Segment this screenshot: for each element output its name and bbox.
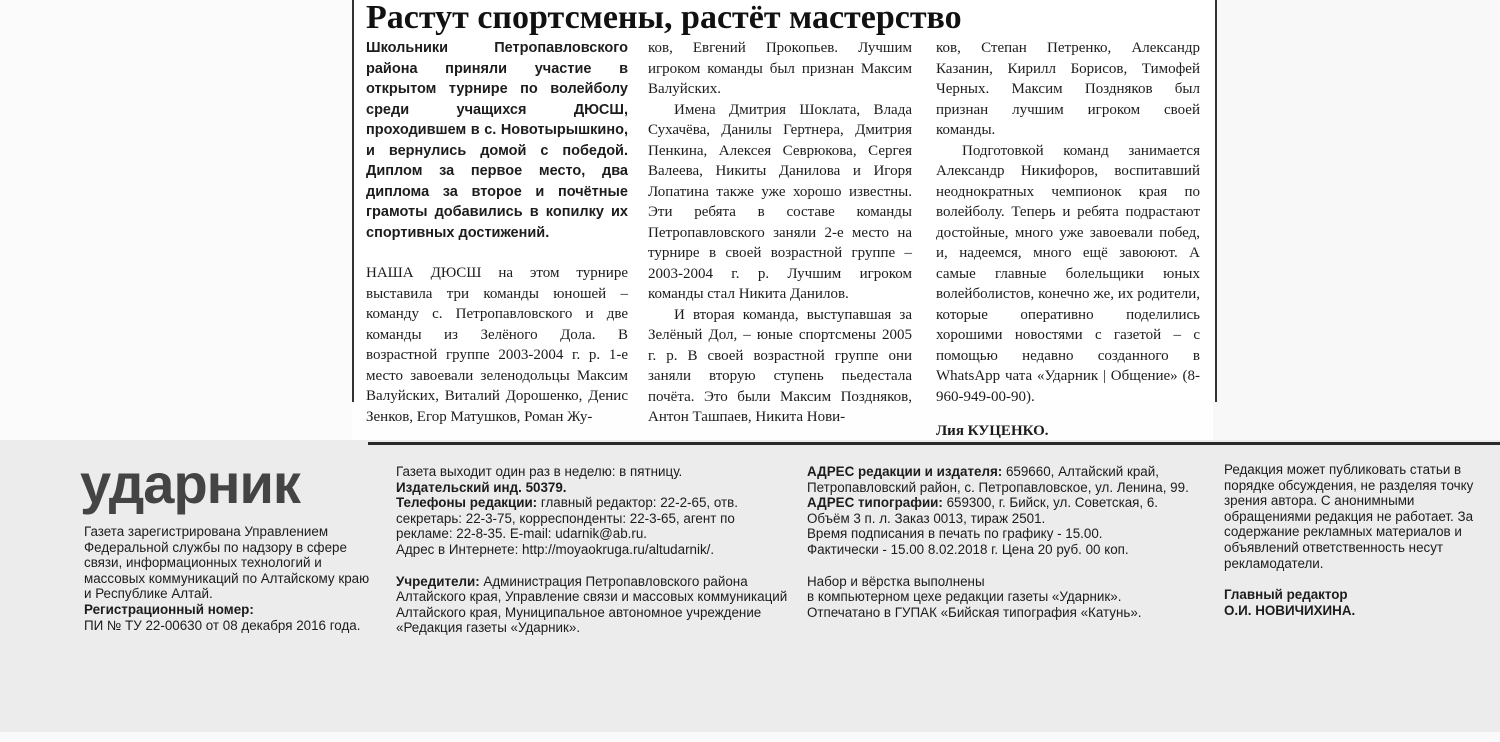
article-title: Растут спортсмены, растёт мастерство <box>366 0 962 36</box>
article-paragraph: Имена Дмитрия Шоклата, Влада Сухачёва, Данилы Гертнера, Дмитрия Пенкина, Алексея Севрюкова, Сергея Валеева, Никиты Данилова и Игоря Лопатина также уже хорошо известны. Эти ребята в составе команды Петропавловского заняли 2-е место на турнире в своей возрастной группе – 2003-2004 г. р. Лучшим игроком команды стал Никита Данилов. <box>648 101 912 302</box>
sign-time: Время подписания в печать по графику - 15.00. <box>807 526 1103 542</box>
contacts-block <box>396 464 788 636</box>
right-margin-area <box>1213 0 1500 440</box>
article <box>352 0 1217 439</box>
article-column-2 <box>648 38 912 428</box>
layout-info: Набор и вёрстка выполнены в компьютерном цехе редакции газеты «Ударник». Отпечатано в ГУПАК «Бийская типография «Катунь». <box>807 573 1142 620</box>
disclaimer-block <box>1224 462 1484 618</box>
founders <box>396 574 788 636</box>
phones-label: Телефоны редакции: <box>396 495 538 511</box>
divider <box>368 442 1500 445</box>
article-paragraph: Подготовкой команд занимается Александр Никифоров, воспитавший неоднократных чемпионок края по волейболу. Теперь и ребята подрастают достойные, много уже завоевали побед, и, надеемся, много ещё завоюют. А самые главные болельщики юных волейболистов, конечно же, их родители, которые оперативно поделились хорошими новостями с газетой – с помощью недавно созданного в WhatsApp чата «Ударник | Общение» (8-960-949-00-90). <box>936 142 1200 405</box>
article-column-3 <box>936 38 1200 442</box>
printing-label: АДРЕС типографии: <box>807 495 943 511</box>
printing-address <box>807 495 1207 511</box>
editorial-address <box>807 464 1207 495</box>
issue-info: Газета выходит один раз в неделю: в пятницу. <box>396 464 683 479</box>
actual-time-price: Фактически - 15.00 8.02.2018 г. Цена 20 руб. 00 коп. <box>807 541 1129 557</box>
address-block <box>807 464 1207 620</box>
editor-name: О.И. НОВИЧИХИНА. <box>1224 602 1356 618</box>
disclaimer-text: Редакция может публиковать статьи в порядке обсуждения, не разделяя точку зрения автора. С анонимными обращениями редакция не работает. За содержание рекламных материалов и объявлений ответственность несут рекламодатели. <box>1224 462 1474 571</box>
article-paragraph: ков, Евгений Прокопьев. Лучшим игроком команды был признан Максим Валуйских. <box>648 40 912 97</box>
address-text: 659660, Алтайский край, Петропавловский район, с. Петропавловское, ул. Ленина, 99. <box>807 464 1189 495</box>
masthead-logo: ударник <box>80 452 300 515</box>
article-paragraph: И вторая команда, выступавшая за Зелёный Дол, – юные спортсмены 2005 г. р. В своей возрастной группе они заняли вторую ступень пьедестала почёта. Это были Максим Поздняков, Антон Ташпаев, Никита Нови- <box>648 306 912 425</box>
article-author: Лия КУЦЕНКО. <box>936 423 1049 439</box>
phones-text: главный редактор: 22-2-65, отв. секретарь: 22-3-75, корреспонденты: 22-3-65, агент по рекламе: 22-8-35. E-mail: udarnik@ab.ru. <box>396 495 738 542</box>
registration-block <box>84 524 374 633</box>
printing-text: 659300, г. Бийск, ул. Советская, 6. <box>942 495 1159 511</box>
page-bottom-edge <box>0 732 1500 742</box>
article-paragraph: ков, Степан Петренко, Александр Казанин, Кирилл Борисов, Тимофей Черных. Максим Поздняков был признан лучшим игроком своей команды. <box>936 40 1200 138</box>
left-margin-area <box>0 0 352 440</box>
founders-label: Учредители: <box>396 573 480 589</box>
article-column-1 <box>366 38 628 427</box>
registration-number: ПИ № ТУ 22-00630 от 08 декабря 2016 года. <box>84 617 361 633</box>
article-lead: Школьники Петропавловского района приняли участие в открытом турнире по волейболу среди учащихся ДЮСШ, проходившем в с. Новотырышкино, и вернулись домой с победой. Диплом за первое место, два диплома за второе и почётные грамоты добавились в копилку их спортивных достижений. <box>366 40 628 241</box>
publication-index: Издательский инд. 50379. <box>396 479 567 495</box>
address-label: АДРЕС редакции и издателя: <box>807 464 1003 479</box>
phones <box>396 495 788 542</box>
registration-label: Регистрационный номер: <box>84 601 254 617</box>
registration-text: Газета зарегистрирована Управлением Федеральной службы по надзору в сфере связи, информационных технологий и массовых коммуникаций по Алтайскому краю и Республике Алтай. <box>84 524 370 602</box>
article-paragraph: НАША ДЮСШ на этом турнире выставила три команды юношей – команду с. Петропавловского и две команды из Зелёного Дола. В возрастной группе 2003-2004 г. р. 1-е место завоевали зеленодольцы Максим Валуйских, Виталий Дорошенко, Денис Зенков, Егор Матушков, Роман Жу- <box>366 265 628 425</box>
volume-info: Объём 3 п. л. Заказ 0013, тираж 2501. <box>807 510 1046 526</box>
website: Адрес в Интернете: http://moyaokruga.ru/altudarnik/. <box>396 541 715 557</box>
newspaper-imprint <box>0 440 1500 732</box>
founders-text: Администрация Петропавловского района Алтайского края, Управление связи и массовых коммуникаций Алтайского края, Муниципальное автономное учреждение «Редакция газеты «Ударник». <box>396 573 788 636</box>
editor-label: Главный редактор <box>1224 587 1348 603</box>
